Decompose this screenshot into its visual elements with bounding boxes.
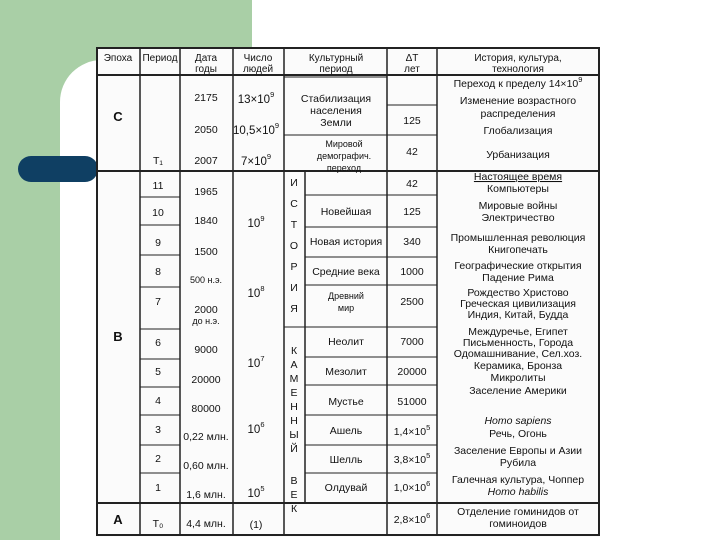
date-cell: 2007 [194, 155, 218, 167]
period-cell: 5 [155, 366, 161, 378]
history-cell: Падение Рима [482, 272, 554, 284]
people-cell: $10,5\times 10^9$ [232, 121, 280, 137]
history-cell: Компьютеры [487, 183, 549, 195]
history-cell: Заселение Америки [469, 385, 567, 397]
svg-text:Н: Н [290, 401, 298, 413]
date-cell: 9000 [194, 344, 218, 356]
history-cell: Географические открытия [454, 260, 582, 272]
history-cell: Homo habilis [487, 486, 549, 498]
dt-cell: $3,8\times 10^5$ [393, 451, 431, 466]
history-cell: Рождество Христово [467, 287, 569, 299]
history-cell: Книгопечать [488, 244, 548, 256]
dt-cell: 125 [403, 115, 421, 127]
period-cell: 4 [155, 395, 161, 407]
dt-column [394, 115, 431, 526]
dt-cell: 42 [406, 178, 418, 190]
svg-text:С: С [290, 198, 298, 210]
dt-cell: 2500 [400, 296, 424, 308]
history-cell: Индия, Китай, Будда [467, 309, 569, 321]
table-header [104, 53, 562, 75]
period-cell: 3 [155, 424, 161, 436]
date-cell: 1500 [194, 246, 218, 258]
dt-cell: 20000 [397, 366, 427, 378]
history-cell: Письменность, Города [462, 337, 574, 349]
history-cell: Изменение возрастного [459, 95, 577, 107]
header-people-line2: людей [242, 64, 274, 75]
cultural-cell: Средние века [312, 266, 380, 278]
history-cell: Галечная культура, Чоппер [451, 474, 585, 486]
svg-text:Ы: Ы [289, 429, 299, 441]
cultural-cell: Стабилизация [300, 93, 372, 105]
epoch-a-label: A [113, 512, 123, 527]
date-cell: до н.э. [192, 316, 220, 326]
dt-cell: 42 [406, 146, 418, 158]
period-cell: T₁ [153, 155, 163, 167]
people-cell: $7\times 10^9$ [240, 152, 272, 168]
header-date-line1: Дата [194, 53, 218, 64]
svg-text:И: И [290, 177, 298, 189]
people-cell: $10^8$ [247, 284, 265, 300]
svg-text:Я: Я [290, 303, 298, 315]
history-cell: Мировые войны [478, 200, 558, 212]
period-cell: 8 [155, 266, 161, 278]
people-cell: $10^5$ [247, 484, 265, 500]
history-cell: Керамика, Бронза [473, 360, 563, 372]
svg-text:Р: Р [290, 261, 298, 273]
header-people-line1: Число [243, 53, 273, 64]
svg-text:К: К [290, 503, 298, 515]
evolution-table [96, 47, 600, 537]
date-cell: 2050 [194, 124, 218, 136]
cultural-cell: Неолит [328, 336, 364, 348]
date-column [183, 92, 228, 530]
cultural-cell: Олдувай [324, 482, 368, 494]
dt-cell: 7000 [400, 336, 424, 348]
cultural-cell: Мезолит [325, 366, 367, 378]
svg-text:К: К [290, 345, 298, 357]
period-cell: 11 [152, 180, 164, 192]
date-cell: 2175 [194, 92, 218, 104]
people-cell: $10^9$ [247, 214, 265, 230]
people-cell: $10^7$ [247, 354, 265, 370]
date-cell: 20000 [191, 374, 221, 386]
dt-cell: $1,4\times 10^5$ [393, 423, 431, 438]
date-cell: 4,4 млн. [186, 518, 226, 530]
cultural-cell: Новейшая [320, 206, 372, 218]
svg-text:Е: Е [290, 387, 298, 399]
header-history-line2: технология [492, 64, 544, 75]
cultural-cell: демографич. [316, 151, 372, 161]
date-cell: 1840 [194, 215, 218, 227]
svg-text:Е: Е [290, 489, 298, 501]
history-cell: Глобализация [483, 125, 553, 137]
history-cell: Урбанизация [486, 149, 550, 161]
cultural-column [301, 93, 382, 494]
header-history-line1: История, культура, [474, 53, 562, 64]
history-cell: гоминоидов [489, 518, 547, 530]
people-column [233, 90, 279, 531]
table-document [96, 47, 600, 537]
history-cell: Речь, Огонь [489, 428, 547, 440]
cultural-cell: переход [326, 163, 362, 173]
period-column [152, 155, 164, 530]
svg-text:Й: Й [290, 443, 298, 455]
svg-text:А: А [290, 359, 298, 371]
dt-cell: 340 [403, 236, 421, 248]
svg-text:В: В [290, 475, 298, 487]
history-cell: Электричество [481, 212, 555, 224]
header-dt-line1: ΔT [405, 53, 419, 64]
history-column [451, 75, 586, 530]
history-cell: распределения [480, 108, 556, 120]
history-cell: Промышленная революция [450, 232, 586, 244]
dt-cell: 51000 [397, 396, 427, 408]
history-cell: Греческая цивилизация [460, 298, 576, 310]
header-cultural-line2: период [319, 64, 353, 75]
cultural-cell: Земли [320, 117, 352, 129]
period-cell: 7 [155, 296, 161, 308]
dt-cell: $1,0\times 10^6$ [393, 479, 431, 494]
svg-text:О: О [289, 240, 299, 252]
header-cultural-line1: Культурный [308, 53, 364, 64]
dt-cell: $2,8\times 10^6$ [393, 511, 431, 526]
cultural-cell: Новая история [309, 236, 383, 248]
date-cell: 0,60 млн. [183, 460, 229, 472]
epoch-c-label: C [113, 109, 123, 124]
period-cell: 10 [152, 207, 164, 219]
dt-cell: 125 [403, 206, 421, 218]
cultural-cell: Мировой [325, 139, 363, 149]
cultural-cell: населения [310, 105, 362, 117]
history-cell: Заселение Европы и Азии [453, 445, 583, 457]
date-cell: 1,6 млн. [186, 489, 226, 501]
date-cell: 0,22 млн. [183, 431, 229, 443]
people-cell: (1) [249, 519, 263, 531]
cultural-cell: Шелль [329, 454, 363, 466]
history-cell: Микролиты [490, 372, 546, 384]
navy-accent-bar [18, 156, 98, 182]
svg-text:Н: Н [290, 415, 298, 427]
period-cell: 2 [155, 453, 161, 465]
date-cell: 80000 [191, 403, 221, 415]
period-cell: 6 [155, 337, 161, 349]
vertical-word-history [290, 177, 298, 315]
vertical-word-stone-age [289, 345, 298, 515]
cultural-cell: Древний [328, 291, 364, 301]
history-cell: Рубила [499, 457, 537, 469]
header-dt-line2: лет [404, 64, 420, 75]
cultural-cell: Мустье [328, 396, 364, 408]
history-cell: Переход к пределу $14\times 10^9$ [453, 75, 583, 90]
svg-text:И: И [290, 282, 298, 294]
date-cell: 2000 [194, 304, 218, 316]
history-cell: Отделение гоминидов от [457, 506, 579, 518]
svg-text:М: М [289, 373, 299, 385]
period-cell: T₀ [152, 518, 164, 530]
history-cell: Homo sapiens [484, 415, 552, 427]
people-cell: $13\times 10^9$ [237, 90, 275, 106]
date-cell: 500 н.э. [189, 275, 223, 285]
header-date-line2: годы [195, 64, 217, 75]
epoch-b-label: B [113, 329, 123, 344]
period-cell: 1 [155, 482, 161, 494]
cultural-cell: мир [337, 303, 355, 313]
history-cell: Междуречье, Египет [468, 326, 568, 338]
cultural-cell: Ашель [329, 425, 363, 437]
date-cell: 1965 [194, 186, 218, 198]
people-cell: $10^6$ [247, 420, 265, 436]
header-epoch: Эпоха [103, 53, 133, 64]
header-period: Период [142, 53, 178, 64]
svg-text:Т: Т [290, 219, 298, 231]
dt-cell: 1000 [400, 266, 424, 278]
history-cell: Настоящее время [473, 171, 563, 183]
period-cell: 9 [155, 237, 161, 249]
history-cell: Одомашнивание, Сел.хоз. [453, 348, 583, 360]
